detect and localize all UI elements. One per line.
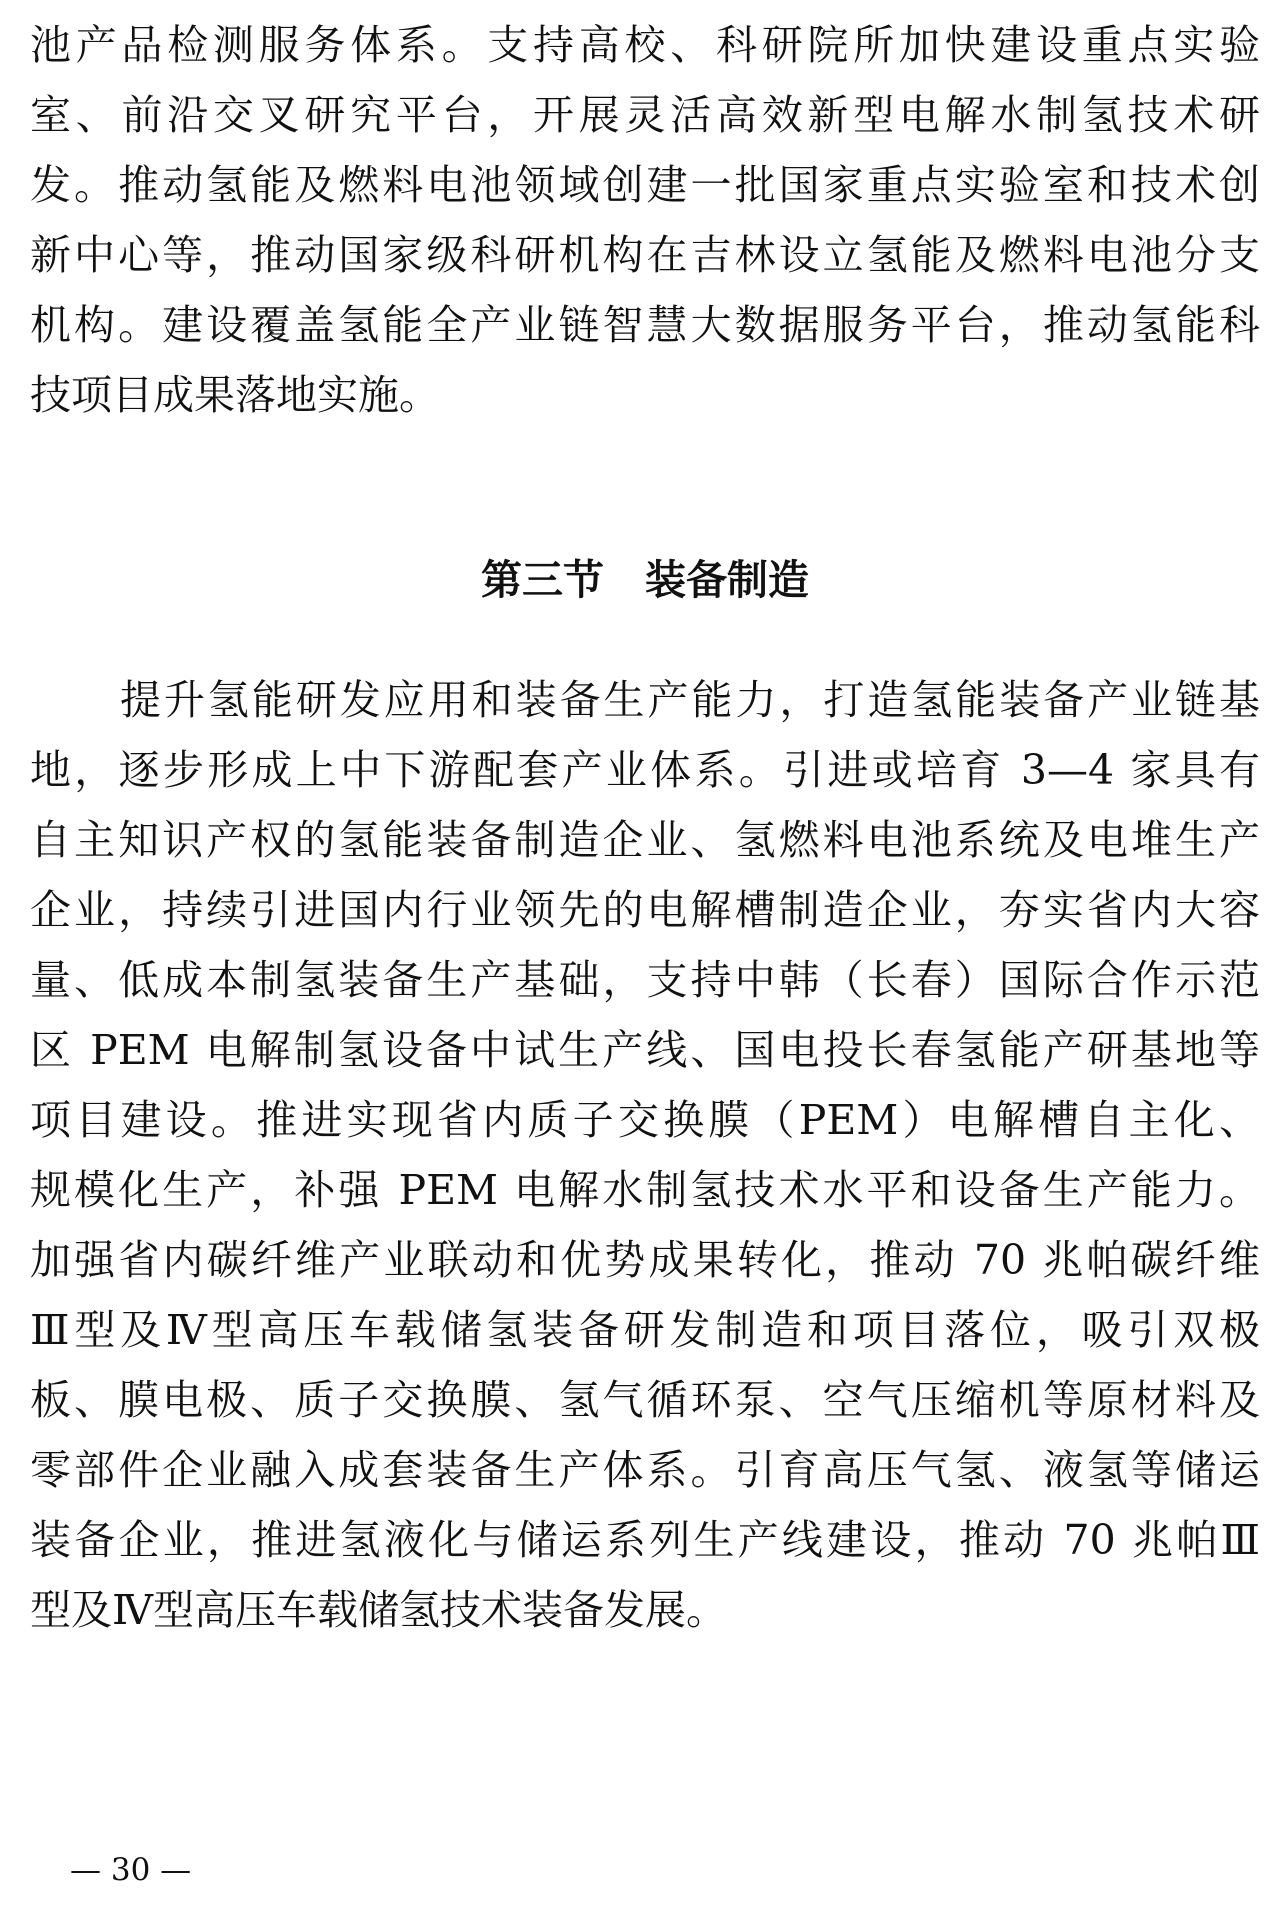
paragraph-2-line-14: 型及Ⅳ型高压车载储氢技术装备发展。	[30, 1586, 727, 1634]
paragraph-1-line-3: 发。推动氢能及燃料电池领域创建一批国家重点实验室和技术创	[30, 161, 1260, 209]
paragraph-2-line-2: 地，逐步形成上中下游配套产业体系。引进或培育 3—4 家具有	[30, 746, 1260, 794]
paragraph-2-line-13: 装备企业，推进氢液化与储运系列生产线建设，推动 70 兆帕Ⅲ	[30, 1516, 1260, 1564]
page-number: — 30 —	[70, 1852, 192, 1888]
paragraph-1-line-5: 机构。建设覆盖氢能全产业链智慧大数据服务平台，推动氢能科	[30, 301, 1260, 349]
paragraph-2-line-12: 零部件企业融入成套装备生产体系。引育高压气氢、液氢等储运	[30, 1446, 1260, 1494]
paragraph-2-line-4: 企业，持续引进国内行业领先的电解槽制造企业，夯实省内大容	[30, 886, 1260, 934]
paragraph-2-line-7: 项目建设。推进实现省内质子交换膜（PEM）电解槽自主化、	[30, 1096, 1260, 1144]
paragraph-2-line-9: 加强省内碳纤维产业联动和优势成果转化，推动 70 兆帕碳纤维	[30, 1236, 1260, 1284]
document-page	[30, 0, 1260, 1905]
paragraph-2-line-11: 板、膜电极、质子交换膜、氢气循环泵、空气压缩机等原材料及	[30, 1376, 1260, 1424]
paragraph-1-line-1: 池产品检测服务体系。支持高校、科研院所加快建设重点实验	[30, 21, 1260, 69]
paragraph-1-line-4: 新中心等，推动国家级科研机构在吉林设立氢能及燃料电池分支	[30, 231, 1260, 279]
section-heading: 第三节 装备制造	[481, 556, 809, 604]
paragraph-2-line-10: Ⅲ型及Ⅳ型高压车载储氢装备研发制造和项目落位，吸引双极	[30, 1306, 1260, 1354]
paragraph-2-line-8: 规模化生产，补强 PEM 电解水制氢技术水平和设备生产能力。	[30, 1166, 1260, 1214]
paragraph-2-line-6: 区 PEM 电解制氢设备中试生产线、国电投长春氢能产研基地等	[30, 1026, 1260, 1074]
paragraph-2-line-3: 自主知识产权的氢能装备制造企业、氢燃料电池系统及电堆生产	[30, 816, 1260, 864]
paragraph-2-line-5: 量、低成本制氢装备生产基础，支持中韩（长春）国际合作示范	[30, 956, 1260, 1004]
paragraph-2-line-1: 提升氢能研发应用和装备生产能力，打造氢能装备产业链基	[120, 676, 1260, 724]
paragraph-1-line-2: 室、前沿交叉研究平台，开展灵活高效新型电解水制氢技术研	[30, 91, 1260, 139]
paragraph-1-line-6: 技项目成果落地实施。	[30, 371, 440, 419]
